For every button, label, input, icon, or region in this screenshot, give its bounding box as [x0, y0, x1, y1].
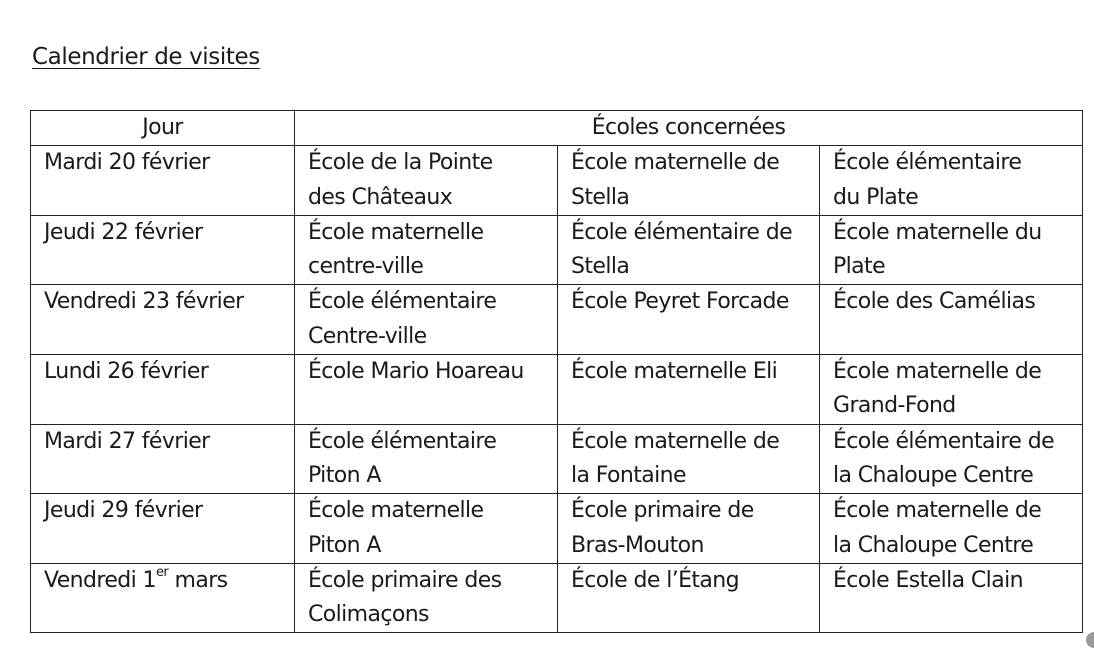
school-cell — [295, 494, 558, 564]
school-name-line: École primaire des — [308, 567, 502, 593]
school-name-line: Piton A — [308, 462, 381, 488]
school-name-line: École maternelle Eli — [571, 359, 778, 385]
school-name-line: École de la Pointe — [308, 150, 493, 176]
school-name-line: Piton A — [308, 532, 381, 558]
school-name-line: des Châteaux — [308, 184, 453, 210]
school-cell — [295, 563, 558, 633]
school-cell — [558, 146, 820, 216]
day-cell: Lundi 26 février — [31, 355, 295, 425]
school-cell — [558, 494, 820, 564]
school-name-line: École Estella Clain — [833, 567, 1023, 593]
table-row — [31, 563, 1083, 633]
day-cell — [31, 563, 295, 633]
school-cell — [820, 146, 1083, 216]
school-name-line: Grand-Fond — [833, 393, 956, 419]
corner-indicator — [1086, 632, 1094, 648]
school-name-line: École maternelle — [308, 498, 484, 524]
school-name-line: la Fontaine — [571, 462, 686, 488]
school-name-line: Plate — [833, 254, 886, 280]
table-row — [31, 355, 1083, 425]
school-cell — [558, 355, 820, 425]
school-name-line: École maternelle — [308, 219, 484, 245]
school-name-line: la Chaloupe Centre — [833, 532, 1034, 558]
day-cell: Jeudi 29 février — [31, 494, 295, 564]
day-text-suffix: mars — [168, 567, 228, 593]
school-cell — [820, 424, 1083, 494]
school-cell — [295, 285, 558, 355]
school-name-line: centre-ville — [308, 254, 424, 280]
table-header-row — [31, 111, 1083, 146]
table-row — [31, 424, 1083, 494]
school-name-line: du Plate — [833, 184, 919, 210]
school-name-line: École des Camélias — [833, 289, 1036, 315]
school-name-line: Centre-ville — [308, 323, 427, 349]
visit-calendar-table — [30, 110, 1083, 633]
school-cell — [558, 215, 820, 285]
header-schools: Écoles concernées — [295, 111, 1083, 146]
school-name-line: École primaire de — [571, 498, 754, 524]
school-cell — [820, 285, 1083, 355]
school-name-line: École élémentaire — [833, 150, 1022, 176]
school-cell — [820, 563, 1083, 633]
day-text: Vendredi 1 — [44, 567, 156, 593]
school-cell — [295, 146, 558, 216]
header-day: Jour — [31, 111, 295, 146]
school-cell — [295, 424, 558, 494]
school-cell — [820, 215, 1083, 285]
school-name-line: École Mario Hoareau — [308, 359, 524, 385]
ordinal-superscript: er — [155, 564, 169, 580]
table-row — [31, 215, 1083, 285]
day-cell: Mardi 27 février — [31, 424, 295, 494]
table-row — [31, 494, 1083, 564]
school-name-line: École de l’Étang — [571, 567, 740, 593]
school-name-line: École maternelle du — [833, 219, 1042, 245]
school-cell — [820, 355, 1083, 425]
school-cell — [558, 285, 820, 355]
school-name-line: École maternelle de — [833, 359, 1042, 385]
school-cell — [295, 355, 558, 425]
school-cell — [558, 424, 820, 494]
school-name-line: École élémentaire de — [571, 219, 792, 245]
school-cell — [820, 494, 1083, 564]
school-name-line: Colimaçons — [308, 602, 429, 628]
school-name-line: École maternelle de — [571, 150, 780, 176]
day-cell: Mardi 20 février — [31, 146, 295, 216]
day-cell: Jeudi 22 février — [31, 215, 295, 285]
school-cell — [295, 215, 558, 285]
page-title: Calendrier de visites — [32, 44, 260, 70]
school-name-line: la Chaloupe Centre — [833, 462, 1034, 488]
day-cell: Vendredi 23 février — [31, 285, 295, 355]
school-name-line: Stella — [571, 254, 630, 280]
school-name-line: Bras-Mouton — [571, 532, 704, 558]
school-name-line: École élémentaire — [308, 289, 497, 315]
table-row — [31, 146, 1083, 216]
school-name-line: École élémentaire de — [833, 428, 1054, 454]
school-cell — [558, 563, 820, 633]
school-name-line: École maternelle de — [833, 498, 1042, 524]
school-name-line: École élémentaire — [308, 428, 497, 454]
school-name-line: École maternelle de — [571, 428, 780, 454]
table-row — [31, 285, 1083, 355]
school-name-line: École Peyret Forcade — [571, 289, 789, 315]
school-name-line: Stella — [571, 184, 630, 210]
